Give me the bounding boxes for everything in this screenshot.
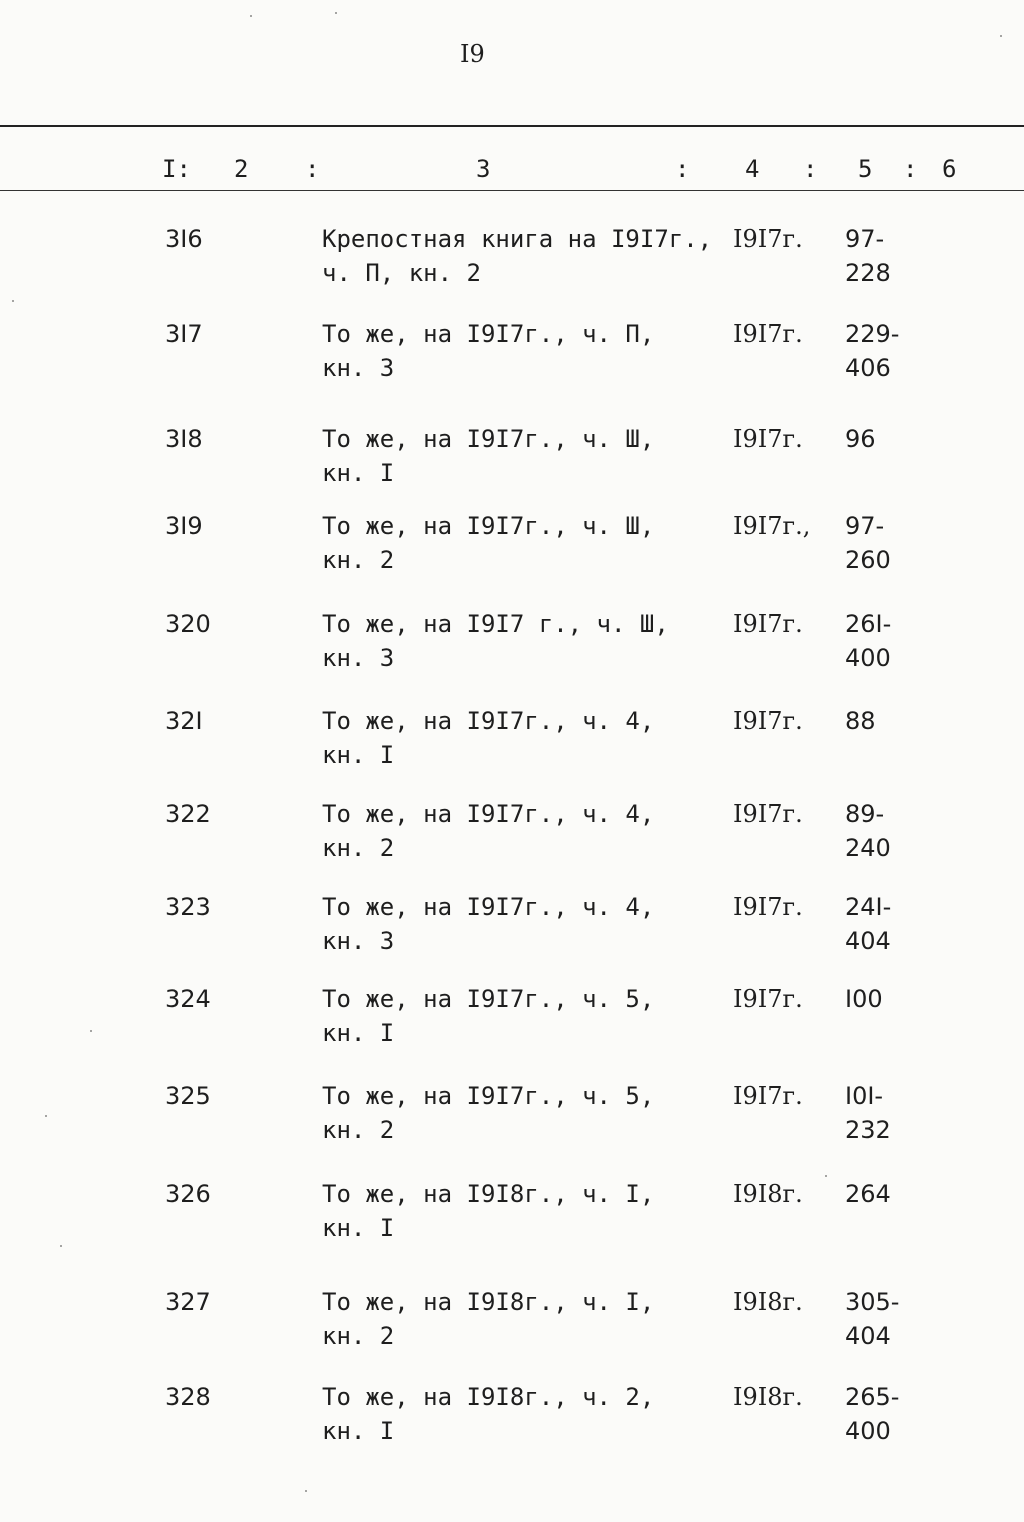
item-sheets-line1: 265-	[845, 1383, 900, 1411]
item-number: 322	[165, 800, 211, 828]
item-year: I9I7г.	[733, 893, 803, 921]
item-sheets-line2: 400	[845, 644, 891, 672]
item-title-line1: То же, на I9I8г., ч. 2,	[322, 1383, 655, 1411]
item-title-line1: То же, на I9I7г., ч. 5,	[322, 985, 655, 1013]
item-year: I9I7г.,	[733, 512, 811, 540]
item-sheets-line2: 228	[845, 259, 891, 287]
column-header: :	[305, 155, 320, 183]
column-header: 5	[858, 155, 873, 183]
column-header: :	[903, 155, 918, 183]
item-title-line2: кн. I	[322, 741, 395, 769]
table-row	[0, 1180, 1024, 1260]
item-year: I9I7г.	[733, 707, 803, 735]
table-row	[0, 610, 1024, 690]
item-sheets-line1: 24I-	[845, 893, 892, 921]
item-title-line2: кн. 2	[322, 1116, 395, 1144]
item-sheets-line2: 406	[845, 354, 891, 382]
table-row	[0, 320, 1024, 400]
item-title-line2: кн. I	[322, 1019, 395, 1047]
item-title-line1: То же, на I9I8г., ч. I,	[322, 1288, 655, 1316]
item-sheets-line2: 260	[845, 546, 891, 574]
item-year: I9I7г.	[733, 320, 803, 348]
item-year: I9I7г.	[733, 425, 803, 453]
item-sheets-line2: 404	[845, 1322, 891, 1350]
item-year: I9I7г.	[733, 985, 803, 1013]
item-number: 320	[165, 610, 211, 638]
item-title-line2: кн. I	[322, 1214, 395, 1242]
table-row	[0, 1082, 1024, 1162]
item-title-line2: кн. 3	[322, 354, 395, 382]
item-title-line1: То же, на I9I7г., ч. 5,	[322, 1082, 655, 1110]
item-year: I9I7г.	[733, 800, 803, 828]
item-number: 3I6	[165, 225, 203, 253]
item-number: 32I	[165, 707, 203, 735]
column-header: I:	[162, 155, 191, 183]
item-sheets-line2: 404	[845, 927, 891, 955]
item-number: 327	[165, 1288, 211, 1316]
header-rule	[0, 190, 1024, 191]
item-number: 325	[165, 1082, 211, 1110]
item-title-line2: кн. 3	[322, 927, 395, 955]
table-row	[0, 707, 1024, 787]
item-title-line2: кн. I	[322, 1417, 395, 1445]
item-title-line1: То же, на I9I7 г., ч. Ш,	[322, 610, 669, 638]
item-sheets-line2: 240	[845, 834, 891, 862]
item-sheets-line1: 88	[845, 707, 876, 735]
item-year: I9I7г.	[733, 610, 803, 638]
column-header: 3	[476, 155, 491, 183]
item-title-line1: То же, на I9I8г., ч. I,	[322, 1180, 655, 1208]
scan-speck	[90, 1030, 92, 1032]
column-header: 2	[234, 155, 249, 183]
item-year: I9I7г.	[733, 225, 803, 253]
item-number: 3I8	[165, 425, 203, 453]
column-header: 6	[942, 155, 957, 183]
item-sheets-line1: 305-	[845, 1288, 900, 1316]
item-title-line2: кн. 3	[322, 644, 395, 672]
item-year: I9I8г.	[733, 1383, 803, 1411]
item-sheets-line1: 89-	[845, 800, 885, 828]
item-title-line1: То же, на I9I7г., ч. 4,	[322, 800, 655, 828]
page-number: I9	[460, 40, 485, 68]
item-title-line2: кн. 2	[322, 546, 395, 574]
item-title-line2: кн. 2	[322, 834, 395, 862]
item-title-line1: То же, на I9I7г., ч. 4,	[322, 707, 655, 735]
item-title-line1: Крепостная книга на I9I7г.,	[322, 225, 713, 253]
table-row	[0, 1383, 1024, 1463]
table-row	[0, 893, 1024, 973]
item-sheets-line1: 229-	[845, 320, 900, 348]
item-title-line1: То же, на I9I7г., ч. Ш,	[322, 425, 655, 453]
item-number: 3I9	[165, 512, 203, 540]
item-sheets-line2: 232	[845, 1116, 891, 1144]
table-row	[0, 425, 1024, 505]
item-sheets-line1: I0I-	[845, 1082, 884, 1110]
item-sheets-line1: 97-	[845, 225, 885, 253]
column-header: :	[803, 155, 818, 183]
item-sheets-line1: 96	[845, 425, 876, 453]
scan-speck	[12, 300, 14, 302]
column-header: :	[675, 155, 690, 183]
table-row	[0, 512, 1024, 592]
item-year: I9I8г.	[733, 1288, 803, 1316]
item-number: 323	[165, 893, 211, 921]
item-sheets-line1: 97-	[845, 512, 885, 540]
scan-speck	[1000, 35, 1002, 37]
item-title-line1: То же, на I9I7г., ч. Ш,	[322, 512, 655, 540]
top-rule	[0, 125, 1024, 127]
item-number: 3I7	[165, 320, 203, 348]
scan-speck	[60, 1245, 62, 1247]
scan-speck	[250, 15, 252, 17]
table-row	[0, 800, 1024, 880]
scan-speck	[335, 12, 337, 14]
item-title-line1: То же, на I9I7г., ч. П,	[322, 320, 655, 348]
table-row	[0, 985, 1024, 1065]
item-number: 324	[165, 985, 211, 1013]
item-sheets-line1: 26I-	[845, 610, 892, 638]
table-row	[0, 225, 1024, 305]
item-number: 328	[165, 1383, 211, 1411]
scan-speck	[825, 1175, 827, 1177]
item-title-line2: ч. П, кн. 2	[322, 259, 481, 287]
scan-speck	[305, 1490, 307, 1492]
table-row	[0, 1288, 1024, 1368]
item-title-line2: кн. 2	[322, 1322, 395, 1350]
item-title-line1: То же, на I9I7г., ч. 4,	[322, 893, 655, 921]
item-year: I9I8г.	[733, 1180, 803, 1208]
item-sheets-line1: 264	[845, 1180, 891, 1208]
item-sheets-line1: I00	[845, 985, 883, 1013]
scan-speck	[45, 1115, 47, 1117]
item-title-line2: кн. I	[322, 459, 395, 487]
item-year: I9I7г.	[733, 1082, 803, 1110]
item-number: 326	[165, 1180, 211, 1208]
column-header: 4	[745, 155, 760, 183]
item-sheets-line2: 400	[845, 1417, 891, 1445]
